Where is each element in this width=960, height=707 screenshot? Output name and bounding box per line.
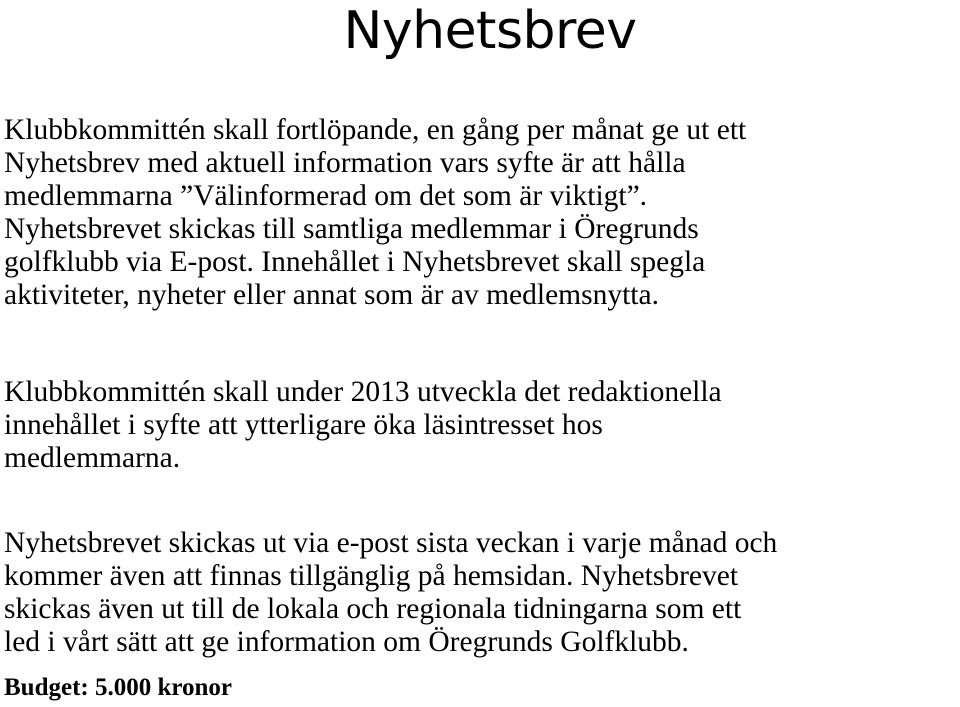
paragraph-distribution [4, 527, 960, 659]
page-title: Nyhetsbrev [343, 1, 637, 61]
text-line: aktiviteter, nyheter eller annat som är av medlemsnytta. [4, 279, 659, 311]
text-line: led i vårt sätt att ge information om Öregrunds Golfklubb. [4, 626, 689, 658]
text-line: Nyhetsbrevet skickas till samtliga medlemmar i Öregrunds [4, 213, 699, 245]
paragraph-newsletter-purpose [4, 114, 960, 312]
text-line: innehållet i syfte att ytterligare öka läsintresset hos [4, 409, 603, 441]
text-line: golfklubb via E-post. Innehållet i Nyhetsbrevet skall spegla [4, 246, 706, 278]
paragraph-editorial-development [4, 376, 960, 475]
text-line: kommer även att finnas tillgänglig på hemsidan. Nyhetsbrevet [4, 560, 739, 592]
text-line: Klubbkommittén skall fortlöpande, en gång per månat ge ut ett [4, 114, 747, 146]
budget-label: Budget: 5.000 kronor [4, 674, 233, 701]
text-line: Nyhetsbrevet skickas ut via e-post sista veckan i varje månad och [4, 527, 778, 559]
text-line: medlemmarna. [4, 442, 181, 474]
text-line: Nyhetsbrev med aktuell information vars syfte är att hålla [4, 147, 686, 179]
text-line: skickas även ut till de lokala och regionala tidningarna som ett [4, 593, 742, 625]
text-line: Klubbkommittén skall under 2013 utveckla det redaktionella [4, 376, 722, 408]
text-line: medlemmarna ”Välinformerad om det som är viktigt”. [4, 180, 648, 212]
